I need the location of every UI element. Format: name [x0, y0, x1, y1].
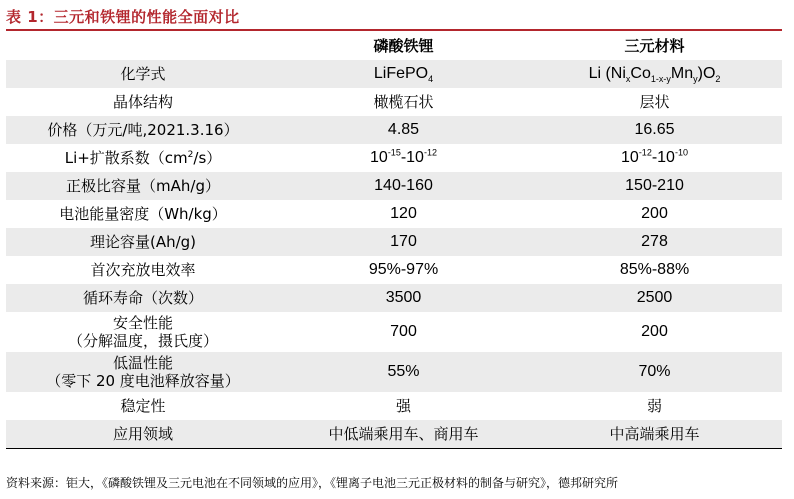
source-note: 资料来源：钜大，《磷酸铁锂及三元电池在不同领域的应用》，《锂离子电池三元正极材料的制备与研究》，德邦研究所 — [6, 476, 619, 490]
row-label-line1: 安全性能 — [112, 314, 173, 332]
header-row — [6, 31, 782, 60]
row-value-ncm: 70% — [527, 352, 782, 392]
row-value-lfp: 120 — [390, 205, 417, 222]
table-row — [6, 200, 782, 228]
comparison-table — [6, 31, 782, 449]
row-value-ncm: 16.65 — [527, 116, 782, 144]
row-value-ncm: 278 — [527, 228, 782, 256]
row-label-line2: （分解温度，摄氏度） — [67, 332, 218, 350]
table-row — [6, 228, 782, 256]
row-label: 化学式 — [6, 60, 280, 88]
row-label: 价格（万元/吨,2021.3.16） — [6, 116, 280, 144]
table-row — [6, 420, 782, 449]
row-label-line1: 低温性能 — [112, 354, 173, 372]
row-label: 首次充放电效率 — [90, 261, 196, 279]
row-value-lfp: 橄榄石状 — [373, 93, 434, 111]
row-value-lfp: 强 — [395, 397, 411, 415]
row-value-ncm: 层状 — [639, 93, 670, 111]
row-label — [6, 312, 280, 352]
header-lfp: 磷酸铁锂 — [373, 36, 434, 55]
row-label: 应用领域 — [6, 420, 280, 449]
row-label: 理论容量(Ah/g) — [6, 228, 280, 256]
diffusion-lfp: $10^{-15}-10^{-12}$ — [370, 147, 437, 166]
table-title: 表 1：三元和铁锂的性能全面对比 — [6, 8, 240, 26]
table-row — [6, 60, 782, 88]
table-row — [6, 144, 782, 172]
row-value-lfp: 3500 — [280, 284, 527, 312]
header-ncm: 三元材料 — [624, 36, 685, 55]
table-row — [6, 172, 782, 200]
table-row — [6, 88, 782, 116]
row-label: 晶体结构 — [112, 93, 173, 111]
row-value-lfp: 95%-97% — [368, 261, 439, 278]
row-label-line2: （零下 20 度电池释放容量） — [46, 372, 240, 390]
row-value-ncm: 弱 — [646, 397, 662, 415]
diffusion-label: Li+扩散系数$(cm^2/s)$ — [64, 149, 222, 167]
formula-ncm: Li $(Ni_xCo_{1-x-y}Mn_y)O_2$ — [527, 60, 782, 88]
row-value-ncm: 85%-88% — [619, 261, 690, 278]
row-value-lfp: 55% — [280, 352, 527, 392]
row-value-ncm: 200 — [641, 323, 668, 340]
row-label — [6, 352, 280, 392]
formula-lfp: LiFePO$_4$ — [280, 60, 527, 88]
row-value-ncm: 中高端乘用车 — [527, 420, 782, 449]
row-value-lfp: 140-160 — [280, 172, 527, 200]
table-row — [6, 312, 782, 352]
row-value-ncm: 200 — [641, 205, 668, 222]
header-empty — [6, 31, 280, 60]
row-value-lfp: 中低端乘用车、商用车 — [280, 420, 527, 449]
row-label: 正极比容量（mAh/g） — [6, 172, 280, 200]
table-row — [6, 352, 782, 392]
row-label: 稳定性 — [120, 397, 166, 415]
diffusion-ncm: $10^{-12}-10^{-10}$ — [621, 147, 688, 166]
row-value-ncm: 150-210 — [527, 172, 782, 200]
table-row — [6, 116, 782, 144]
row-value-ncm: 2500 — [527, 284, 782, 312]
row-label: 电池能量密度（Wh/kg） — [59, 205, 227, 223]
row-label: 循环寿命（次数） — [6, 284, 280, 312]
row-value-lfp: 4.85 — [280, 116, 527, 144]
table-row — [6, 256, 782, 284]
table-row — [6, 284, 782, 312]
row-value-lfp: 170 — [280, 228, 527, 256]
row-value-lfp: 700 — [390, 323, 417, 340]
table-row — [6, 392, 782, 420]
